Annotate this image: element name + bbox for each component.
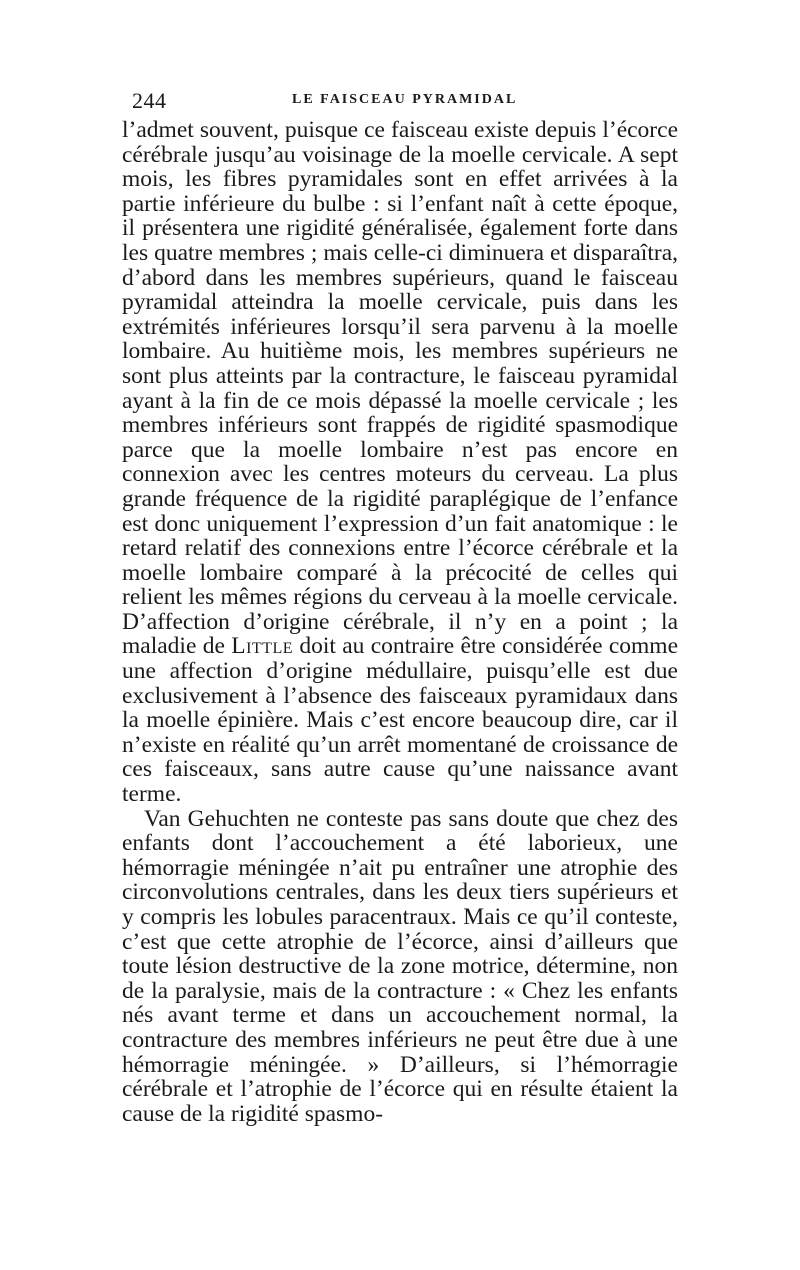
paragraph-1 — [122, 118, 678, 807]
paragraph-2: Van Gehuchten ne conteste pas sans doute que chez des enfants dont l’accouchement a été laborieux, une hémorragie méningée n’ait pu entraîner une atrophie des circonvolutions centrales, dans les deux tiers supérieurs et y compris les lobules paracentraux. Mais ce qu’il conteste, c’est que cette atrophie de l’écorce, ainsi d’ailleurs que toute lésion destructive de la zone motrice, détermine, non de la paralysie, mais de la contracture : « Chez les enfants nés avant terme et dans un accouchement normal, la contracture des membres inférieurs ne peut être due à une hémorragie méningée. » D’ailleurs, si l’hémorragie cérébrale et l’atrophie de l’écorce qui en résulte étaient la cause de la rigidité spasmo- — [122, 805, 678, 1127]
author-name-little: Little — [231, 633, 293, 660]
running-title: LE FAISCEAU PYRAMIDAL — [292, 92, 518, 107]
body-text — [122, 118, 678, 1126]
book-page — [122, 88, 678, 1126]
running-head — [122, 88, 678, 118]
page-number: 244 — [132, 88, 167, 113]
paragraph-1-text-a: l’admet souvent, puisque ce faisceau existe depuis l’écorce cérébrale jusqu’au voisinage de la moelle cervicale. A sept mois, les fibres pyramidales sont en effet arrivées à la partie inférieure du bulbe : si l’enfant naît à cette époque, il présentera une rigidité généralisée, également forte dans les quatre membres ; mais celle-ci diminuera et disparaîtra, d’abord dans les membres supérieurs, quand le faisceau pyramidal atteindra la moelle cervicale, puis dans les extrémités inférieures lorsqu’il sera parvenu à la moelle lombaire. Au huitième mois, les membres supérieurs ne sont plus atteints par la contracture, le faisceau pyramidal ayant à la fin de ce mois dépassé la moelle cervicale ; les membres inférieurs sont frappés de rigidité spasmodique parce que la moelle lombaire n’est pas encore en connexion avec les centres moteurs du cerveau. La plus grande fréquence de la rigidité paraplégique de l’enfance est donc uniquement l’expression d’un fait anatomique : le retard relatif des connexions entre l’écorce cérébrale et la moelle lombaire comparé à la précocité de celles qui relient les mêmes régions du cerveau à la moelle cervicale. D’affection d’origine cérébrale, il n’y en a point ; la maladie de — [122, 117, 678, 660]
paragraph-1-text-b: doit au contraire être considérée comme une affection d’origine médullaire, puisqu’elle est due exclusivement à l’absence des faisceaux pyramidaux dans la moelle épinière. Mais c’est encore beaucoup dire, car il n’existe en réalité qu’un arrêt momentané de croissance de ces faisceaux, sans autre cause qu’une naissance avant terme. — [122, 633, 679, 808]
